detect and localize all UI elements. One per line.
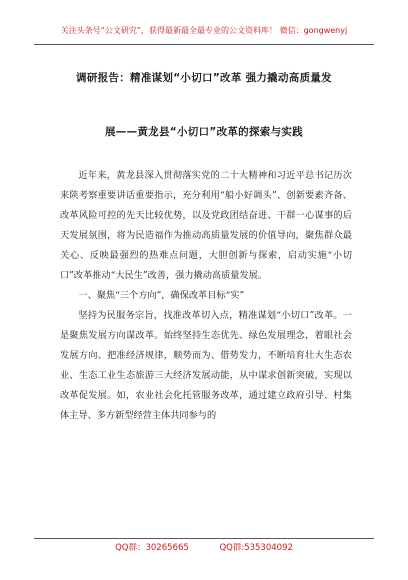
header-promo-note: 关注头条号“公文研究”，获得最新最全最专业的公文资料库！ 微信：gongwenyj xyxy=(60,26,348,35)
paragraph-intro: 近年来，黄龙县深入贯彻落实党的二十大精神和习近平总书记历次来陕考察重要讲话重要指示，充分利用“船小好调头”、创新要素齐备、改革风险可控的先天比较优势，以及党政团结奋进、干群一心谋事的后天发展氛围，将为民造福作为推动高质量发展的价值导向，聚焦群众最关心、反映最强烈的热难点问题，大胆创新与探索，启动实施“小切口”改革推动“大民生”改善，强力撬动高质量发展。 xyxy=(60,170,352,281)
footer-qq-group-1: QQ群：30265665 xyxy=(115,543,189,553)
footer-divider xyxy=(34,538,374,539)
document-body xyxy=(60,166,352,426)
paragraph-section-1: 坚持为民服务宗旨，找准改革切入点，精准谋划“小切口”改革。一是聚焦发展方向谋改革。始终坚持生态优先、绿色发展理念，着眼社会发展方向、把准经济规律，顺势而为、借势发力，不断培育壮大生态农业、生态工业生态旅游三大经济发展动能，从中谋求创新突破，实现以改革促发展。如，农业社会化托管服务改革，通过建立政府引导、村集体主导、多方新型经营主体共同参与的 xyxy=(60,310,352,421)
section-heading-1: 一、聚焦“三个方向”，确保改革目标“实” xyxy=(78,290,245,301)
footer-contact xyxy=(0,541,408,553)
footer-qq-group-2: QQ群:535304092 xyxy=(219,543,293,553)
document-title-line-2: 展——黄龙县“小切口”改革的探索与实践 xyxy=(104,126,303,138)
header-divider xyxy=(34,44,374,45)
document-title-line-1: 调研报告：精准谋划“小切口”改革 强力撬动高质量发 xyxy=(76,72,332,84)
